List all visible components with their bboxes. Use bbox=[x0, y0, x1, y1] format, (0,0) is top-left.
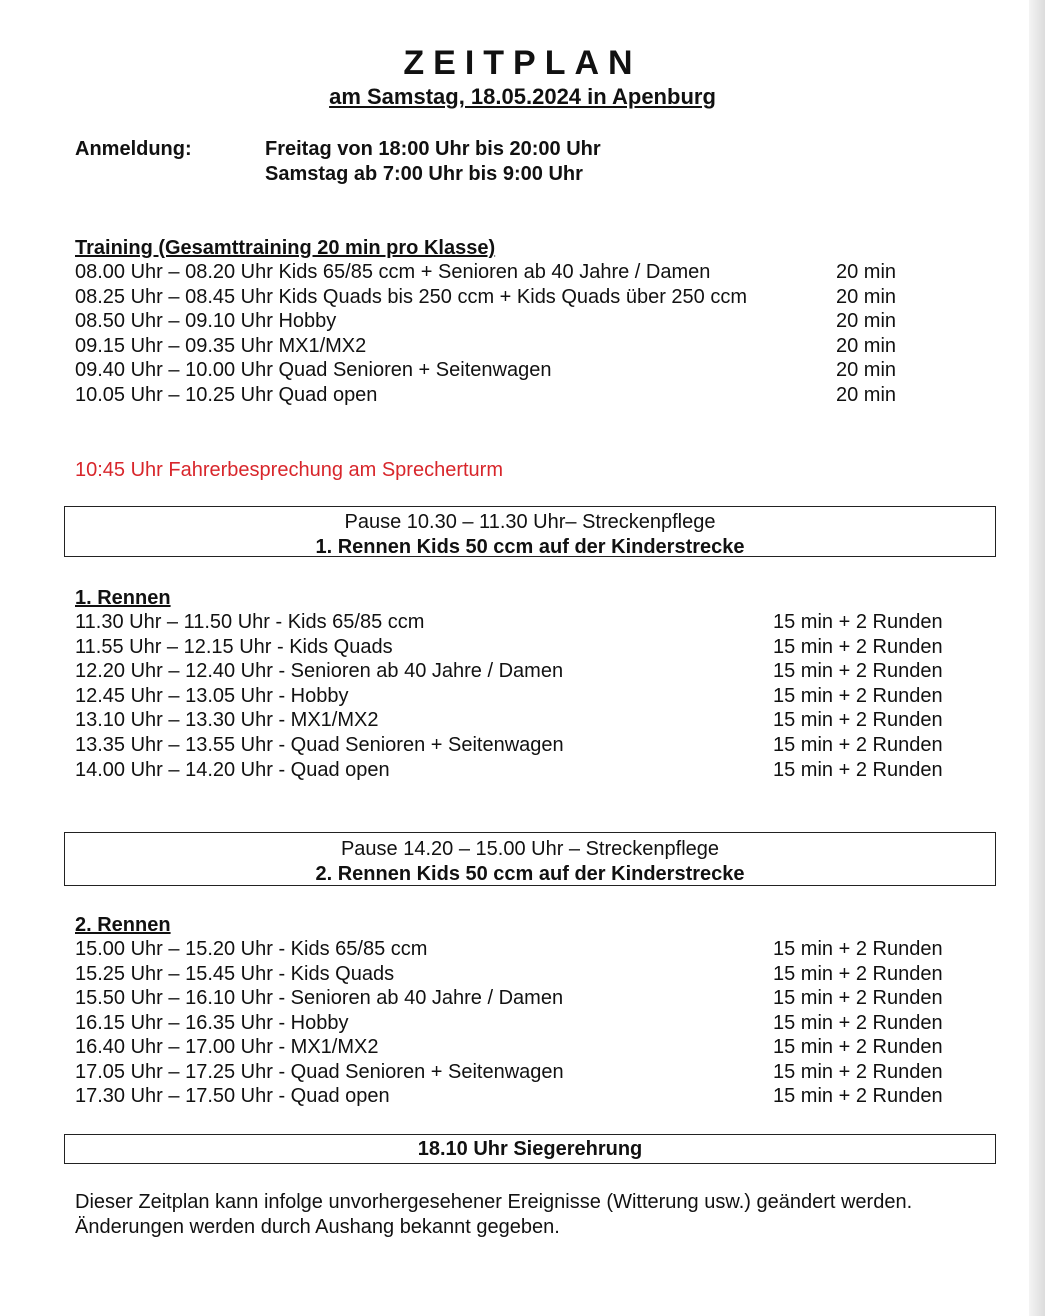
training-row-text: 09.40 Uhr – 10.00 Uhr Quad Senioren + Seitenwagen bbox=[75, 359, 552, 381]
training-row bbox=[75, 335, 955, 360]
race-1-row bbox=[75, 636, 955, 661]
award-ceremony-box bbox=[64, 1134, 996, 1164]
race-row-text: 17.30 Uhr – 17.50 Uhr - Quad open bbox=[75, 1085, 390, 1107]
race-row-duration: 15 min + 2 Runden bbox=[773, 987, 943, 1009]
race-row-duration: 15 min + 2 Runden bbox=[773, 709, 943, 731]
training-header: Training (Gesamttraining 20 min pro Klasse) bbox=[75, 237, 496, 259]
race-1-row bbox=[75, 660, 955, 685]
pause-2-kids-race: 2. Rennen Kids 50 ccm auf der Kinderstrecke bbox=[315, 863, 745, 885]
pause-1-line: Pause 10.30 – 11.30 Uhr– Streckenpflege bbox=[344, 511, 716, 533]
race-row-text: 13.10 Uhr – 13.30 Uhr - MX1/MX2 bbox=[75, 709, 379, 731]
race-row-duration: 15 min + 2 Runden bbox=[773, 1061, 943, 1083]
race-row-duration: 15 min + 2 Runden bbox=[773, 1012, 943, 1034]
race-row-text: 17.05 Uhr – 17.25 Uhr - Quad Senioren + Seitenwagen bbox=[75, 1061, 564, 1083]
training-row bbox=[75, 359, 955, 384]
registration-label: Anmeldung: bbox=[75, 138, 192, 160]
race-row-text: 11.55 Uhr – 12.15 Uhr - Kids Quads bbox=[75, 636, 393, 658]
race-row-text: 15.50 Uhr – 16.10 Uhr - Senioren ab 40 Jahre / Damen bbox=[75, 987, 564, 1009]
footer-note-line-1: Dieser Zeitplan kann infolge unvorhergesehener Ereignisse (Witterung usw.) geändert werden. bbox=[75, 1191, 913, 1213]
race-2-row bbox=[75, 963, 955, 988]
award-ceremony-text: 18.10 Uhr Siegerehrung bbox=[417, 1138, 643, 1160]
race-2-row bbox=[75, 987, 955, 1012]
race-1-row bbox=[75, 759, 955, 784]
race-row-duration: 15 min + 2 Runden bbox=[773, 611, 943, 633]
pause-box-1 bbox=[64, 506, 996, 557]
race-row-text: 16.40 Uhr – 17.00 Uhr - MX1/MX2 bbox=[75, 1036, 379, 1058]
race-2-row bbox=[75, 1085, 955, 1110]
race-row-duration: 15 min + 2 Runden bbox=[773, 963, 943, 985]
page-subtitle: am Samstag, 18.05.2024 in Apenburg bbox=[329, 84, 716, 109]
race-row-duration: 15 min + 2 Runden bbox=[773, 938, 943, 960]
training-row-duration: 20 min bbox=[836, 384, 897, 406]
race-2-row bbox=[75, 1036, 955, 1061]
footer-note-line-2: Änderungen werden durch Aushang bekannt gegeben. bbox=[75, 1216, 560, 1238]
training-row bbox=[75, 261, 955, 286]
race-row-duration: 15 min + 2 Runden bbox=[773, 685, 943, 707]
race-row-duration: 15 min + 2 Runden bbox=[773, 660, 943, 682]
race-1-row bbox=[75, 685, 955, 710]
race-row-duration: 15 min + 2 Runden bbox=[773, 636, 943, 658]
driver-briefing-notice: 10:45 Uhr Fahrerbesprechung am Sprecherturm bbox=[75, 459, 503, 481]
race-1-row bbox=[75, 709, 955, 734]
registration-line-1: Freitag von 18:00 Uhr bis 20:00 Uhr bbox=[265, 138, 601, 160]
training-row-text: 09.15 Uhr – 09.35 Uhr MX1/MX2 bbox=[75, 335, 367, 357]
pause-1-kids-race: 1. Rennen Kids 50 ccm auf der Kinderstrecke bbox=[315, 536, 745, 558]
training-row-duration: 20 min bbox=[836, 335, 897, 357]
race-1-row bbox=[75, 611, 955, 636]
training-row-duration: 20 min bbox=[836, 359, 897, 381]
training-row bbox=[75, 286, 955, 311]
pause-box-2 bbox=[64, 832, 996, 886]
registration-line-2: Samstag ab 7:00 Uhr bis 9:00 Uhr bbox=[265, 163, 583, 185]
training-row-text: 08.50 Uhr – 09.10 Uhr Hobby bbox=[75, 310, 337, 332]
race-row-duration: 15 min + 2 Runden bbox=[773, 734, 943, 756]
training-row bbox=[75, 310, 955, 335]
race-row-text: 16.15 Uhr – 16.35 Uhr - Hobby bbox=[75, 1012, 349, 1034]
training-row bbox=[75, 384, 955, 409]
race-1-header: 1. Rennen bbox=[75, 587, 171, 609]
race-2-row bbox=[75, 1061, 955, 1086]
race-row-duration: 15 min + 2 Runden bbox=[773, 759, 943, 781]
training-row-text: 08.25 Uhr – 08.45 Uhr Kids Quads bis 250 ccm + Kids Quads über 250 ccm bbox=[75, 286, 748, 308]
race-2-header: 2. Rennen bbox=[75, 914, 171, 936]
training-row-text: 08.00 Uhr – 08.20 Uhr Kids 65/85 ccm + Senioren ab 40 Jahre / Damen bbox=[75, 261, 711, 283]
training-row-duration: 20 min bbox=[836, 310, 897, 332]
race-row-duration: 15 min + 2 Runden bbox=[773, 1036, 943, 1058]
race-row-text: 15.00 Uhr – 15.20 Uhr - Kids 65/85 ccm bbox=[75, 938, 428, 960]
training-row-duration: 20 min bbox=[836, 286, 897, 308]
race-2-row bbox=[75, 938, 955, 963]
race-row-text: 13.35 Uhr – 13.55 Uhr - Quad Senioren + Seitenwagen bbox=[75, 734, 564, 756]
page-title: ZEITPLAN bbox=[403, 44, 642, 82]
race-row-text: 12.20 Uhr – 12.40 Uhr - Senioren ab 40 Jahre / Damen bbox=[75, 660, 564, 682]
race-row-text: 11.30 Uhr – 11.50 Uhr - Kids 65/85 ccm bbox=[75, 611, 425, 633]
training-row-text: 10.05 Uhr – 10.25 Uhr Quad open bbox=[75, 384, 378, 406]
training-row-duration: 20 min bbox=[836, 261, 897, 283]
race-1-row bbox=[75, 734, 955, 759]
race-row-duration: 15 min + 2 Runden bbox=[773, 1085, 943, 1107]
page-edge-shadow bbox=[1029, 0, 1045, 1316]
race-2-row bbox=[75, 1012, 955, 1037]
pause-2-line: Pause 14.20 – 15.00 Uhr – Streckenpflege bbox=[340, 838, 720, 860]
race-row-text: 12.45 Uhr – 13.05 Uhr - Hobby bbox=[75, 685, 349, 707]
race-row-text: 14.00 Uhr – 14.20 Uhr - Quad open bbox=[75, 759, 390, 781]
race-row-text: 15.25 Uhr – 15.45 Uhr - Kids Quads bbox=[75, 963, 395, 985]
